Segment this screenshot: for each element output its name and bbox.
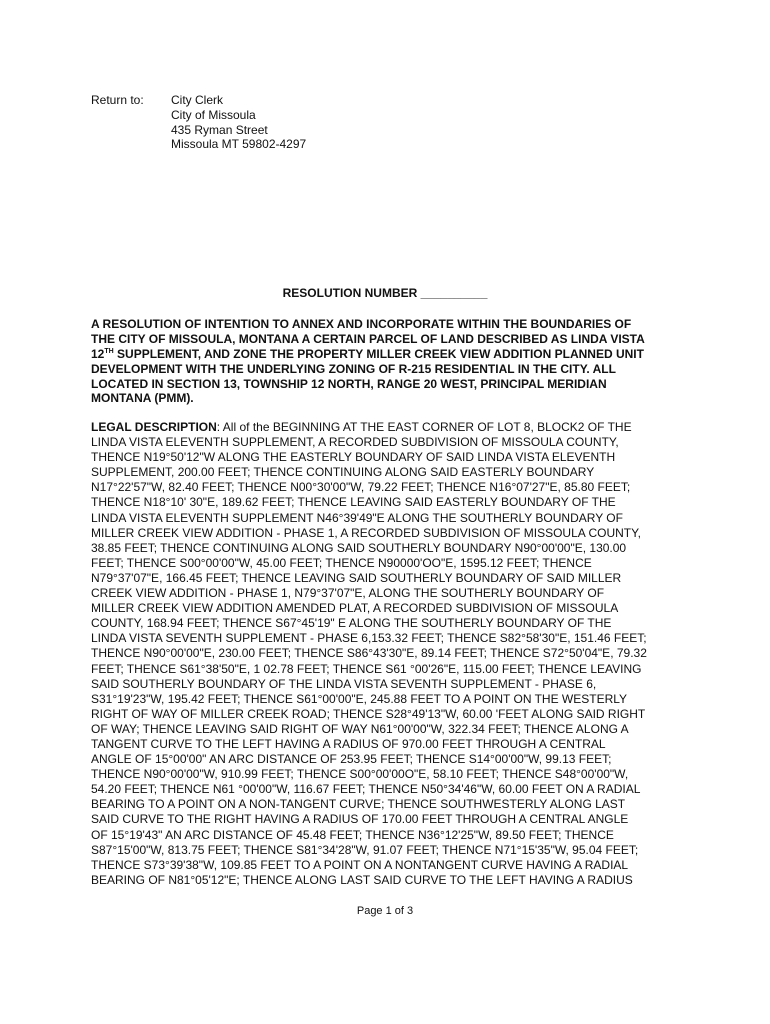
legal-line: SAID CURVE TO THE RIGHT HAVING A RADIUS OF 170.00 FEET THROUGH A CENTRAL ANGLE bbox=[91, 812, 629, 827]
legal-line: THENCE N90°00'00"W, 910.99 FEET; THENCE S00°00'00O"E, 58.10 FEET; THENCE S48°00'00"W, bbox=[91, 767, 629, 782]
resolution-number-text: RESOLUTION NUMBER __________ bbox=[282, 286, 488, 300]
legal-line: S87°15'00"W, 813.75 FEET; THENCE S81°34'28"W, 91.07 FEET; THENCE N71°15'35"W, 95.04 FEET; bbox=[91, 842, 639, 857]
title-line: LOCATED IN SECTION 13, TOWNSHIP 12 NORTH, RANGE 20 WEST, PRINCIPAL MERIDIAN bbox=[91, 376, 607, 391]
title-line: MONTANA (PMM). bbox=[91, 391, 194, 406]
legal-line: BEARING OF N81°05'12"E; THENCE ALONG LAST SAID CURVE TO THE LEFT HAVING A RADIUS bbox=[91, 872, 633, 887]
legal-line: RIGHT OF WAY OF MILLER CREEK ROAD; THENCE S28°49'13"W, 60.00 'FEET ALONG SAID RIGHT bbox=[91, 706, 646, 721]
return-address bbox=[171, 93, 306, 152]
legal-first-rest: : All of the BEGINNING AT THE EAST CORNER OF LOT 8, BLOCK2 OF THE bbox=[216, 420, 632, 434]
address-line: Missoula MT 59802-4297 bbox=[171, 137, 307, 152]
legal-line: N79°37'07"E, 166.45 FEET; THENCE LEAVING SAID SOUTHERLY BOUNDARY OF SAID MILLER bbox=[91, 570, 622, 585]
legal-line: N17°22'57"W, 82.40 FEET; THENCE N00°30'00"W, 79.22 FEET; THENCE N16°07'27"E, 85.80 FEET; bbox=[91, 480, 631, 495]
title-line: A RESOLUTION OF INTENTION TO ANNEX AND INCORPORATE WITHIN THE BOUNDARIES OF bbox=[91, 317, 632, 331]
legal-line: THENCE S73°39'38"W, 109.85 FEET TO A POINT ON A NONTANGENT CURVE HAVING A RADIAL bbox=[91, 857, 629, 872]
resolution-title bbox=[91, 317, 691, 406]
address-line: City Clerk bbox=[171, 93, 224, 107]
page-footer: Page 1 of 3 bbox=[356, 905, 414, 917]
legal-line: MILLER CREEK VIEW ADDITION AMENDED PLAT, A RECORDED SUBDIVISION OF MISSOULA bbox=[91, 601, 619, 616]
resolution-number bbox=[0, 286, 770, 301]
legal-line: OF WAY; THENCE LEAVING SAID RIGHT OF WAY N61°00'00"W, 322.34 FEET; THENCE ALONG A bbox=[91, 721, 629, 736]
legal-line: MILLER CREEK VIEW ADDITION - PHASE 1, A RECORDED SUBDIVISION OF MISSOULA COUNTY, bbox=[91, 525, 641, 540]
address-line: City of Missoula bbox=[171, 107, 256, 122]
return-to-label: Return to: bbox=[91, 93, 144, 107]
title-ordinal-suffix: TH bbox=[104, 347, 114, 355]
legal-line: CREEK VIEW ADDITION - PHASE 1, N79°37'07"E, ALONG THE SOUTHERLY BOUNDARY OF bbox=[91, 586, 605, 601]
legal-line: SAID SOUTHERLY BOUNDARY OF THE LINDA VISTA SEVENTH SUPPLEMENT - PHASE 6, bbox=[91, 676, 597, 691]
legal-line: FEET; THENCE S61°38'50"E, 1 02.78 FEET; THENCE S61 °00'26"E, 115.00 FEET; THENCE LEAVING bbox=[91, 661, 642, 676]
legal-line: BEARING TO A POINT ON A NON-TANGENT CURVE; THENCE SOUTHWESTERLY ALONG LAST bbox=[91, 797, 626, 812]
legal-line: 38.85 FEET; THENCE CONTINUING ALONG SAID SOUTHERLY BOUNDARY N90°00'00"E, 130.00 bbox=[91, 540, 627, 555]
legal-line: ANGLE OF 15°00'00" AN ARC DISTANCE OF 253.95 FEET; THENCE S14°00'00"W, 99.13 FEET; bbox=[91, 752, 612, 767]
legal-line: 54.20 FEET; THENCE N61 °00'00"W, 116.67 FEET; THENCE N50°34'46"W, 60.00 FEET ON A RADIAL bbox=[91, 782, 641, 797]
legal-line: OF 15°19'43" AN ARC DISTANCE OF 45.48 FEET; THENCE N36°12'25"W, 89.50 FEET; THENCE bbox=[91, 827, 614, 842]
address-line: 435 Ryman Street bbox=[171, 122, 268, 137]
legal-description bbox=[91, 420, 691, 888]
legal-lines bbox=[91, 435, 691, 888]
legal-line: LINDA VISTA ELEVENTH SUPPLEMENT N46°39'49"E ALONG THE SOUTHERLY BOUNDARY OF bbox=[91, 510, 623, 525]
legal-line: SUPPLEMENT, 200.00 FEET; THENCE CONTINUING ALONG SAID EASTERLY BOUNDARY bbox=[91, 465, 595, 480]
legal-heading: LEGAL DESCRIPTION bbox=[91, 420, 217, 434]
legal-line: TANGENT CURVE TO THE LEFT HAVING A RADIUS OF 970.00 FEET THROUGH A CENTRAL bbox=[91, 736, 606, 751]
legal-first-line bbox=[91, 420, 691, 435]
legal-line: LINDA VISTA SEVENTH SUPPLEMENT - PHASE 6,153.32 FEET; THENCE S82°58'30"E, 151.46 FEET; bbox=[91, 631, 647, 646]
title-ordinal-number: 12 bbox=[91, 346, 105, 361]
legal-line: THENCE N18°10' 30"E, 189.62 FEET; THENCE LEAVING SAID EASTERLY BOUNDARY OF THE bbox=[91, 495, 616, 510]
legal-line: FEET; THENCE S00°00'00"W, 45.00 FEET; THENCE N90000'OO"E, 1595.12 FEET; THENCE bbox=[91, 555, 592, 570]
title-line-rest: SUPPLEMENT, AND ZONE THE PROPERTY MILLER CREEK VIEW ADDITION PLANNED UNIT bbox=[113, 346, 644, 361]
legal-line: THENCE N19°50'12"W ALONG THE EASTERLY BOUNDARY OF SAID LINDA VISTA ELEVENTH bbox=[91, 450, 616, 465]
legal-line: LINDA VISTA ELEVENTH SUPPLEMENT, A RECORDED SUBDIVISION OF MISSOULA COUNTY, bbox=[91, 435, 619, 450]
legal-line: COUNTY, 168.94 FEET; THENCE S67°45'19" E ALONG THE SOUTHERLY BOUNDARY OF THE bbox=[91, 616, 612, 631]
legal-line: THENCE N90°00'00"E, 230.00 FEET; THENCE S86°43'30"E, 89.14 FEET; THENCE S72°50'04"E, 79.32 bbox=[91, 646, 647, 661]
title-line: DEVELOPMENT WITH THE UNDERLYING ZONING OF R-215 RESIDENTIAL IN THE CITY. ALL bbox=[91, 361, 616, 376]
legal-line: S31°19'23"W, 195.42 FEET; THENCE S61°00'00"E, 245.88 FEET TO A POINT ON THE WESTERLY bbox=[91, 691, 628, 706]
title-line: THE CITY OF MISSOULA, MONTANA A CERTAIN PARCEL OF LAND DESCRIBED AS LINDA VISTA bbox=[91, 331, 645, 346]
title-line bbox=[91, 347, 691, 362]
